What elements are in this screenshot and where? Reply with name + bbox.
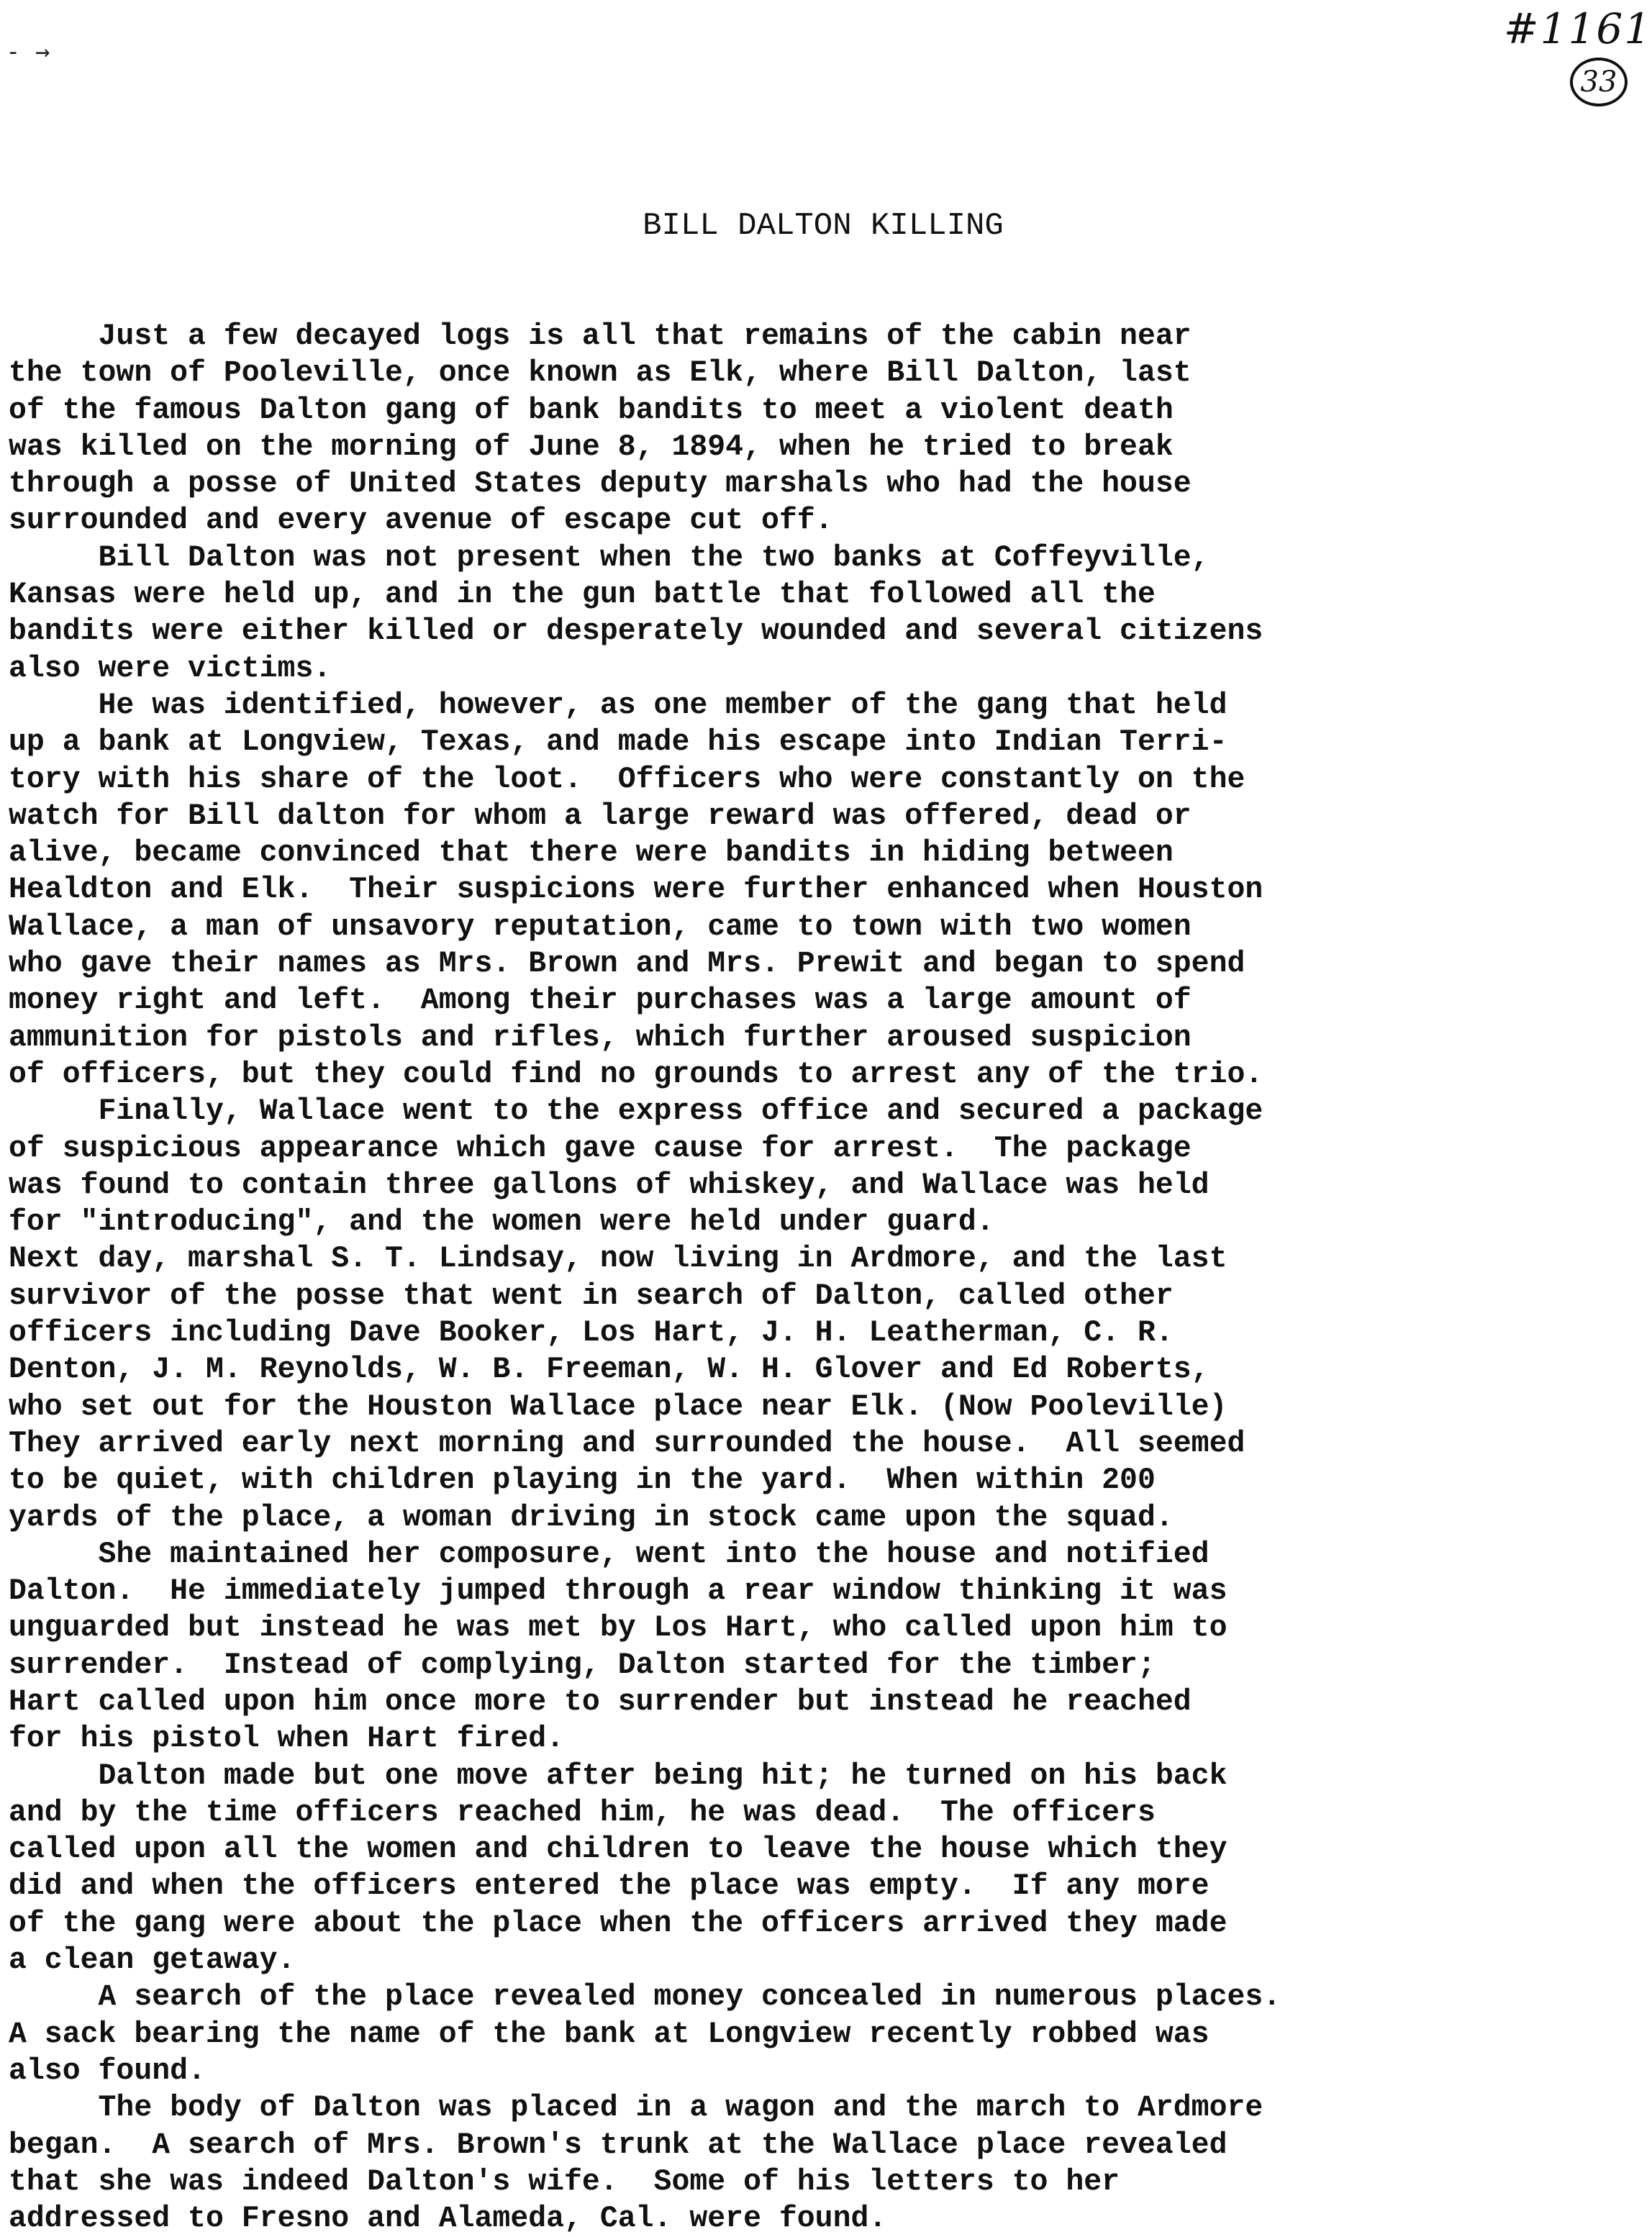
text-line: She maintained her composure, went into the house and notified xyxy=(9,1537,1210,1571)
document-title: BILL DALTON KILLING xyxy=(643,208,1004,244)
text-line: The body of Dalton was placed in a wagon and the march to Ardmore xyxy=(9,2091,1263,2125)
text-line: He was identified, however, as one member of the gang that held xyxy=(9,688,1227,722)
text-line: Next day, marshal S. T. Lindsay, now living in Ardmore, and the last xyxy=(9,1242,1227,1276)
text-line: unguarded but instead he was met by Los Hart, who called upon him to xyxy=(9,1611,1227,1646)
text-line: yards of the place, a woman driving in stock came upon the squad. xyxy=(9,1500,1174,1535)
text-line: Hart called upon him once more to surrender but instead he reached xyxy=(9,1684,1192,1719)
text-line: through a posse of United States deputy marshals who had the house xyxy=(9,467,1192,502)
text-line: Dalton. He immediately jumped through a rear window thinking it was xyxy=(9,1574,1227,1609)
text-line: watch for Bill dalton for whom a large reward was offered, dead or xyxy=(9,799,1192,833)
text-line: Finally, Wallace went to the express office and secured a package xyxy=(9,1094,1263,1129)
text-line: also were victims. xyxy=(9,651,332,686)
text-line: who gave their names as Mrs. Brown and Mrs. Prewit and began to spend xyxy=(9,947,1245,981)
text-line: officers including Dave Booker, Los Hart, J. H. Leatherman, C. R. xyxy=(9,1316,1174,1351)
text-line: survivor of the posse that went in search of Dalton, called other xyxy=(9,1279,1174,1313)
text-line: They arrived early next morning and surrounded the house. All seemed xyxy=(9,1426,1245,1461)
text-line: Kansas were held up, and in the gun battle that followed all the xyxy=(9,578,1156,612)
text-line: called upon all the women and children to leave the house which they xyxy=(9,1833,1227,1867)
text-line: for "introducing", and the women were held under guard. xyxy=(9,1205,994,1240)
text-line: was killed on the morning of June 8, 1894, when he tried to break xyxy=(9,430,1174,464)
text-line: of suspicious appearance which gave cause for arrest. The package xyxy=(9,1131,1192,1166)
text-line: up a bank at Longview, Texas, and made his escape into Indian Terri- xyxy=(9,725,1227,760)
text-line: of the gang were about the place when the officers arrived they made xyxy=(9,1906,1227,1941)
text-line: tory with his share of the loot. Officers who were constantly on the xyxy=(9,762,1245,797)
text-line: Just a few decayed logs is all that remains of the cabin near xyxy=(9,319,1192,353)
text-line: the town of Pooleville, once known as Elk, where Bill Dalton, last xyxy=(9,356,1192,391)
text-line: ammunition for pistols and rifles, which further aroused suspicion xyxy=(9,1020,1192,1055)
text-line: that she was indeed Dalton's wife. Some of his letters to her xyxy=(9,2164,1120,2199)
text-line: and by the time officers reached him, he was dead. The officers xyxy=(9,1795,1156,1830)
text-line: Bill Dalton was not present when the two banks at Coffeyville, xyxy=(9,540,1210,575)
text-line: of the famous Dalton gang of bank bandits to meet a violent death xyxy=(9,393,1174,427)
text-line: was found to contain three gallons of whiskey, and Wallace was held xyxy=(9,1168,1210,1202)
text-line: A sack bearing the name of the bank at Longview recently robbed was xyxy=(9,2017,1210,2051)
text-line: surrender. Instead of complying, Dalton started for the timber; xyxy=(9,1648,1156,1682)
text-line: did and when the officers entered the place was empty. If any more xyxy=(9,1869,1210,1904)
text-line: addressed to Fresno and Alameda, Cal. were found. xyxy=(9,2202,887,2236)
page-number: 33 xyxy=(1570,58,1628,106)
text-line: surrounded and every avenue of escape cut off. xyxy=(9,504,833,538)
text-line: for his pistol when Hart fired. xyxy=(9,1722,565,1756)
text-line: money right and left. Among their purchases was a large amount of xyxy=(9,984,1192,1018)
text-line: bandits were either killed or desperately wounded and several citizens xyxy=(9,614,1263,649)
text-line: alive, became convinced that there were bandits in hiding between xyxy=(9,836,1174,871)
text-line: Denton, J. M. Reynolds, W. B. Freeman, W. H. Glover and Ed Roberts, xyxy=(9,1353,1210,1387)
text-line: began. A search of Mrs. Brown's trunk at the Wallace place revealed xyxy=(9,2128,1227,2162)
corner-mark: - → xyxy=(6,37,50,66)
text-line: a clean getaway. xyxy=(9,1943,296,1978)
text-line: A search of the place revealed money concealed in numerous places. xyxy=(9,1980,1281,2015)
text-line: also found. xyxy=(9,2054,206,2088)
text-line: Healdton and Elk. Their suspicions were further enhanced when Houston xyxy=(9,873,1263,907)
text-line: Dalton made but one move after being hit; he turned on his back xyxy=(9,1759,1227,1793)
text-line: to be quiet, with children playing in the yard. When within 200 xyxy=(9,1464,1156,1498)
text-line: of officers, but they could find no grounds to arrest any of the trio. xyxy=(9,1057,1263,1092)
text-line: who set out for the Houston Wallace place near Elk. (Now Pooleville) xyxy=(9,1389,1227,1424)
document-body xyxy=(9,318,1613,2237)
file-number: #1161 xyxy=(1504,4,1652,53)
text-line: Wallace, a man of unsavory reputation, came to town with two women xyxy=(9,909,1192,944)
